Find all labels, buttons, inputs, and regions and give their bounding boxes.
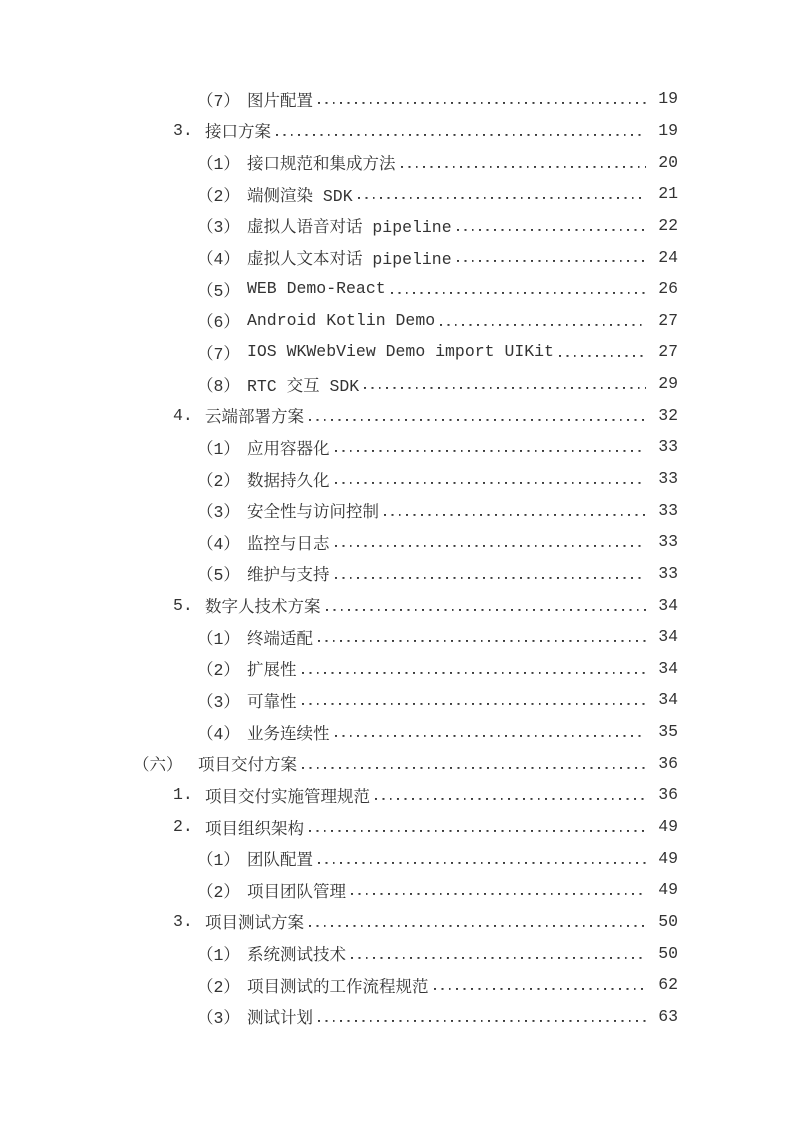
dot-leader: [349, 874, 656, 906]
toc-entry[interactable]: [0, 842, 678, 874]
dot-leader: [300, 653, 657, 685]
toc-entry-page: 26: [658, 279, 678, 299]
toc-entry[interactable]: [0, 684, 678, 716]
toc-entry-page: 34: [658, 595, 678, 615]
toc-entry-page: 63: [658, 1006, 678, 1026]
toc-entry-title: 可靠性: [247, 692, 297, 712]
toc-entry-title: 接口方案: [205, 123, 271, 143]
dot-leader: [316, 621, 656, 653]
toc-entry-title: 图片配置: [247, 91, 313, 111]
toc-entry-number: （1）: [197, 155, 240, 175]
toc-entry[interactable]: [0, 874, 678, 906]
toc-entry-page: 34: [658, 690, 678, 710]
toc-entry-title: RTC 交互 SDK: [247, 376, 360, 396]
toc-entry-page: 49: [658, 817, 678, 837]
toc-entry-number: （3）: [197, 218, 240, 238]
toc-entry-number: （1）: [197, 439, 240, 459]
toc-entry-title: 数字人技术方案: [205, 598, 321, 618]
toc-entry-page: 34: [658, 627, 678, 647]
toc-entry-page: 32: [658, 405, 678, 425]
toc-entry[interactable]: [0, 304, 678, 336]
toc-entry-number: （1）: [197, 851, 240, 871]
toc-entry-number: 4.: [173, 405, 193, 425]
toc-entry-title: 测试计划: [247, 1009, 313, 1029]
toc-entry-title: 扩展性: [247, 661, 297, 681]
toc-entry[interactable]: [0, 653, 678, 685]
toc-entry-page: 19: [658, 120, 678, 140]
toc-entry-page: 50: [658, 911, 678, 931]
toc-entry-page: 33: [658, 563, 678, 583]
toc-entry-title: 虚拟人文本对话 pipeline: [247, 250, 452, 270]
toc-entry-page: 49: [658, 848, 678, 868]
dot-leader: [307, 906, 656, 938]
toc-entry[interactable]: [0, 716, 678, 748]
table-of-contents: [0, 83, 678, 1032]
dot-leader: [307, 811, 656, 843]
toc-entry[interactable]: [0, 1001, 678, 1033]
dot-leader: [324, 589, 657, 621]
dot-leader: [316, 83, 656, 115]
toc-entry-title: 云端部署方案: [205, 408, 304, 428]
toc-entry-title: 项目交付方案: [198, 756, 297, 776]
toc-entry-page: 50: [658, 943, 678, 963]
toc-entry-page: 62: [658, 975, 678, 995]
toc-entry-page: 20: [658, 152, 678, 172]
toc-entry[interactable]: [0, 747, 678, 779]
toc-entry-title: 项目测试的工作流程规范: [247, 977, 429, 997]
toc-entry-number: （4）: [197, 534, 240, 554]
toc-entry-number: （2）: [197, 661, 240, 681]
toc-entry[interactable]: [0, 83, 678, 115]
dot-leader: [557, 336, 656, 368]
dot-leader: [300, 684, 657, 716]
toc-entry-number: （2）: [197, 471, 240, 491]
dot-leader: [333, 716, 657, 748]
dot-leader: [373, 779, 656, 811]
toc-entry[interactable]: [0, 969, 678, 1001]
toc-entry-number: （3）: [197, 692, 240, 712]
toc-entry[interactable]: [0, 146, 678, 178]
toc-entry-title: 系统测试技术: [247, 946, 346, 966]
toc-entry[interactable]: [0, 273, 678, 305]
toc-entry-number: （5）: [197, 281, 240, 301]
toc-entry-page: 22: [658, 215, 678, 235]
dot-leader: [333, 431, 657, 463]
toc-entry[interactable]: [0, 621, 678, 653]
toc-entry[interactable]: [0, 558, 678, 590]
toc-entry-page: 27: [658, 310, 678, 330]
toc-entry-page: 24: [658, 247, 678, 267]
dot-leader: [399, 146, 657, 178]
toc-entry-page: 19: [658, 89, 678, 109]
toc-entry-page: 27: [658, 342, 678, 362]
toc-entry[interactable]: [0, 463, 678, 495]
dot-leader: [349, 937, 656, 969]
toc-entry-title: 业务连续性: [247, 724, 330, 744]
toc-entry-title: Android Kotlin Demo: [247, 310, 436, 330]
toc-entry-page: 49: [658, 880, 678, 900]
toc-entry-number: （3）: [197, 1009, 240, 1029]
toc-entry-number: （2）: [197, 186, 240, 206]
toc-entry-title: 项目测试方案: [205, 914, 304, 934]
toc-entry-title: 应用容器化: [247, 439, 330, 459]
toc-entry-number: （7）: [197, 91, 240, 111]
toc-entry-title: 端侧渲染 SDK: [247, 186, 353, 206]
toc-entry-number: （2）: [197, 977, 240, 997]
toc-entry-page: 36: [658, 785, 678, 805]
toc-entry[interactable]: [0, 399, 678, 431]
toc-entry-page: 29: [658, 374, 678, 394]
toc-entry[interactable]: [0, 210, 678, 242]
dot-leader: [455, 210, 656, 242]
toc-entry-page: 33: [658, 532, 678, 552]
toc-entry[interactable]: [0, 241, 678, 273]
toc-entry[interactable]: [0, 336, 678, 368]
toc-entry-number: （6）: [197, 313, 240, 333]
toc-entry-page: 34: [658, 658, 678, 678]
toc-entry-number: （六）: [133, 756, 183, 776]
toc-entry-page: 35: [658, 722, 678, 742]
toc-entry[interactable]: [0, 494, 678, 526]
toc-entry-number: （8）: [197, 376, 240, 396]
toc-entry-title: 终端适配: [247, 629, 313, 649]
toc-entry-page: 33: [658, 437, 678, 457]
toc-entry[interactable]: [0, 779, 678, 811]
dot-leader: [316, 842, 656, 874]
toc-entry-title: 监控与日志: [247, 534, 330, 554]
toc-entry[interactable]: [0, 906, 678, 938]
toc-entry[interactable]: [0, 589, 678, 621]
toc-entry-title: 项目团队管理: [247, 882, 346, 902]
toc-entry-number: （7）: [197, 344, 240, 364]
toc-entry-number: （4）: [197, 724, 240, 744]
toc-entry[interactable]: [0, 526, 678, 558]
dot-leader: [333, 463, 657, 495]
toc-entry-title: 项目交付实施管理规范: [205, 787, 370, 807]
dot-leader: [316, 1001, 656, 1033]
toc-entry-number: （2）: [197, 882, 240, 902]
dot-leader: [455, 241, 656, 273]
toc-entry-title: IOS WKWebView Demo import UIKit: [247, 342, 554, 362]
dot-leader: [438, 304, 656, 336]
toc-entry-title: 接口规范和集成方法: [247, 155, 396, 175]
dot-leader: [362, 368, 656, 400]
toc-entry[interactable]: [0, 937, 678, 969]
toc-entry-page: 33: [658, 469, 678, 488]
toc-entry-title: 安全性与访问控制: [247, 503, 379, 523]
dot-leader: [274, 115, 656, 147]
toc-entry[interactable]: [0, 115, 678, 147]
dot-leader: [333, 526, 657, 558]
toc-entry-page: 33: [658, 500, 678, 520]
toc-entry-number: 5.: [173, 595, 193, 615]
dot-leader: [389, 273, 656, 305]
toc-entry-number: 2.: [173, 817, 193, 837]
toc-entry-title: 维护与支持: [247, 566, 330, 586]
dot-leader: [382, 494, 656, 526]
dot-leader: [333, 558, 657, 590]
dot-leader: [307, 399, 656, 431]
dot-leader: [356, 178, 656, 210]
toc-entry-title: 数据持久化: [247, 471, 330, 491]
toc-entry-title: 团队配置: [247, 851, 313, 871]
toc-entry[interactable]: [0, 811, 678, 843]
toc-entry-number: 1.: [173, 785, 193, 805]
toc-entry-number: （5）: [197, 566, 240, 586]
toc-entry-number: （1）: [197, 946, 240, 966]
toc-entry-number: 3.: [173, 911, 193, 931]
toc-entry[interactable]: [0, 431, 678, 463]
toc-entry-page: 36: [658, 753, 678, 773]
dot-leader: [432, 969, 657, 1001]
toc-entry-number: （3）: [197, 503, 240, 523]
toc-entry[interactable]: [0, 178, 678, 210]
toc-entry-page: 21: [658, 184, 678, 204]
toc-entry-title: 项目组织架构: [205, 819, 304, 839]
toc-entry-number: （1）: [197, 629, 240, 649]
dot-leader: [300, 747, 656, 779]
toc-entry-title: 虚拟人语音对话 pipeline: [247, 218, 452, 238]
toc-entry-number: （4）: [197, 250, 240, 270]
toc-entry-title: WEB Demo-React: [247, 279, 386, 299]
toc-entry[interactable]: [0, 368, 678, 400]
toc-entry-number: 3.: [173, 120, 193, 140]
